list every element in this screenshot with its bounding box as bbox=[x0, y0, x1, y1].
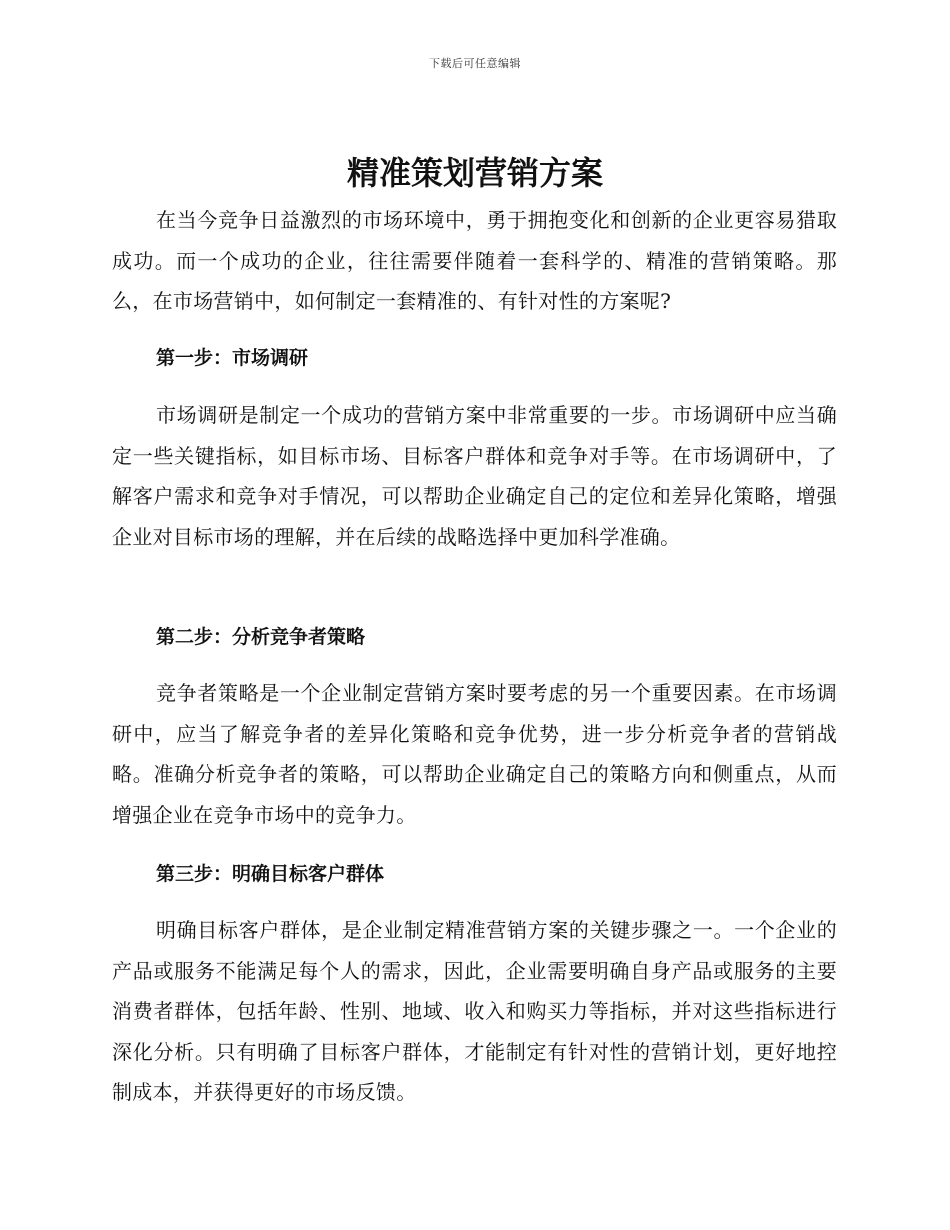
step-2-paragraph: 竞争者策略是一个企业制定营销方案时要考虑的另一个重要因素。在市场调研中，应当了解竞争者的差异化策略和竞争优势，进一步分析竞争者的营销战略。准确分析竞争者的策略，可以帮助企业确定自己的策略方向和侧重点，从而增强企业在竞争市场中的竞争力。 bbox=[112, 681, 837, 827]
step-3-heading: 第三步：明确目标客户群体 bbox=[156, 863, 385, 885]
step-1-paragraph: 市场调研是制定一个成功的营销方案中非常重要的一步。市场调研中应当确定一些关键指标，如目标市场、目标客户群体和竞争对手等。在市场调研中，了解客户需求和竞争对手情况，可以帮助企业确定自己的定位和差异化策略，增强企业对目标市场的理解，并在后续的战略选择中更加科学准确。 bbox=[112, 403, 837, 549]
document-title: 精准策划营销方案 bbox=[346, 154, 603, 192]
step-3-paragraph: 明确目标客户群体，是企业制定精准营销方案的关键步骤之一。一个企业的产品或服务不能满足每个人的需求，因此，企业需要明确自身产品或服务的主要消费者群体，包括年龄、性别、地域、收入和购买力等指标，并对这些指标进行深化分析。只有明确了目标客户群体，才能制定有针对性的营销计划，更好地控制成本，并获得更好的市场反馈。 bbox=[112, 918, 837, 1104]
intro-paragraph: 在当今竞争日益激烈的市场环境中，勇于拥抱变化和创新的企业更容易猎取成功。而一个成功的企业，往往需要伴随着一套科学的、精准的营销策略。那么，在市场营销中，如何制定一套精准的、有针对性的方案呢? bbox=[112, 208, 837, 313]
header-note: 下载后可任意编辑 bbox=[429, 57, 521, 70]
step-1-heading: 第一步：市场调研 bbox=[156, 347, 309, 369]
step-2-heading: 第二步：分析竞争者策略 bbox=[156, 626, 366, 648]
